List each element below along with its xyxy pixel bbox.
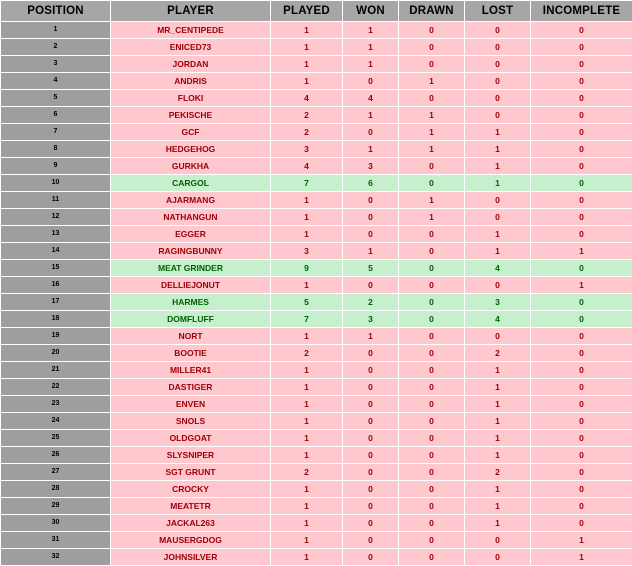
drawn-cell: 0 bbox=[399, 158, 465, 175]
player-name-cell: CROCKY bbox=[111, 481, 271, 498]
table-row bbox=[1, 464, 632, 481]
won-cell: 0 bbox=[343, 209, 399, 226]
won-cell: 0 bbox=[343, 447, 399, 464]
played-cell: 1 bbox=[271, 549, 343, 566]
incomplete-cell: 0 bbox=[531, 175, 632, 192]
position-cell: 10 bbox=[1, 175, 111, 192]
position-cell: 18 bbox=[1, 311, 111, 328]
player-name-cell: JACKAL263 bbox=[111, 515, 271, 532]
player-name-cell: GCF bbox=[111, 124, 271, 141]
lost-cell: 0 bbox=[465, 209, 531, 226]
won-cell: 5 bbox=[343, 260, 399, 277]
played-cell: 1 bbox=[271, 515, 343, 532]
table-row bbox=[1, 294, 632, 311]
lost-cell: 1 bbox=[465, 515, 531, 532]
drawn-cell: 0 bbox=[399, 328, 465, 345]
position-cell: 13 bbox=[1, 226, 111, 243]
incomplete-cell: 0 bbox=[531, 260, 632, 277]
won-cell: 0 bbox=[343, 73, 399, 90]
played-cell: 4 bbox=[271, 90, 343, 107]
lost-cell: 0 bbox=[465, 90, 531, 107]
table-row bbox=[1, 345, 632, 362]
drawn-cell: 0 bbox=[399, 464, 465, 481]
position-cell: 8 bbox=[1, 141, 111, 158]
won-cell: 0 bbox=[343, 532, 399, 549]
position-cell: 4 bbox=[1, 73, 111, 90]
position-cell: 14 bbox=[1, 243, 111, 260]
header-position: POSITION bbox=[1, 1, 111, 22]
table-row bbox=[1, 158, 632, 175]
won-cell: 0 bbox=[343, 396, 399, 413]
won-cell: 0 bbox=[343, 515, 399, 532]
drawn-cell: 1 bbox=[399, 141, 465, 158]
player-name-cell: NORT bbox=[111, 328, 271, 345]
played-cell: 1 bbox=[271, 379, 343, 396]
drawn-cell: 0 bbox=[399, 430, 465, 447]
incomplete-cell: 0 bbox=[531, 22, 632, 39]
lost-cell: 0 bbox=[465, 549, 531, 566]
played-cell: 1 bbox=[271, 209, 343, 226]
position-cell: 23 bbox=[1, 396, 111, 413]
player-name-cell: AJARMANG bbox=[111, 192, 271, 209]
position-cell: 7 bbox=[1, 124, 111, 141]
won-cell: 0 bbox=[343, 413, 399, 430]
won-cell: 0 bbox=[343, 124, 399, 141]
incomplete-cell: 0 bbox=[531, 141, 632, 158]
table-row bbox=[1, 549, 632, 566]
player-name-cell: MAUSERGDOG bbox=[111, 532, 271, 549]
incomplete-cell: 1 bbox=[531, 532, 632, 549]
incomplete-cell: 1 bbox=[531, 243, 632, 260]
won-cell: 1 bbox=[343, 56, 399, 73]
won-cell: 1 bbox=[343, 328, 399, 345]
drawn-cell: 0 bbox=[399, 90, 465, 107]
played-cell: 1 bbox=[271, 39, 343, 56]
table-row bbox=[1, 447, 632, 464]
incomplete-cell: 0 bbox=[531, 39, 632, 56]
played-cell: 1 bbox=[271, 447, 343, 464]
player-name-cell: DOMFLUFF bbox=[111, 311, 271, 328]
player-name-cell: SLYSNIPER bbox=[111, 447, 271, 464]
lost-cell: 0 bbox=[465, 22, 531, 39]
table-row bbox=[1, 56, 632, 73]
player-name-cell: MEATETR bbox=[111, 498, 271, 515]
drawn-cell: 1 bbox=[399, 124, 465, 141]
drawn-cell: 0 bbox=[399, 396, 465, 413]
position-cell: 30 bbox=[1, 515, 111, 532]
won-cell: 1 bbox=[343, 22, 399, 39]
lost-cell: 0 bbox=[465, 328, 531, 345]
drawn-cell: 0 bbox=[399, 515, 465, 532]
header-row bbox=[1, 1, 632, 22]
won-cell: 0 bbox=[343, 345, 399, 362]
lost-cell: 1 bbox=[465, 447, 531, 464]
position-cell: 32 bbox=[1, 549, 111, 566]
table-row bbox=[1, 311, 632, 328]
drawn-cell: 0 bbox=[399, 379, 465, 396]
incomplete-cell: 0 bbox=[531, 464, 632, 481]
lost-cell: 1 bbox=[465, 379, 531, 396]
played-cell: 1 bbox=[271, 277, 343, 294]
played-cell: 1 bbox=[271, 396, 343, 413]
incomplete-cell: 0 bbox=[531, 345, 632, 362]
header-drawn: DRAWN bbox=[399, 1, 465, 22]
position-cell: 21 bbox=[1, 362, 111, 379]
player-name-cell: DELLIEJONUT bbox=[111, 277, 271, 294]
played-cell: 1 bbox=[271, 498, 343, 515]
incomplete-cell: 0 bbox=[531, 56, 632, 73]
won-cell: 0 bbox=[343, 379, 399, 396]
position-cell: 15 bbox=[1, 260, 111, 277]
table-row bbox=[1, 379, 632, 396]
won-cell: 0 bbox=[343, 430, 399, 447]
lost-cell: 1 bbox=[465, 175, 531, 192]
player-name-cell: NATHANGUN bbox=[111, 209, 271, 226]
player-name-cell: SGT GRUNT bbox=[111, 464, 271, 481]
won-cell: 1 bbox=[343, 39, 399, 56]
drawn-cell: 1 bbox=[399, 107, 465, 124]
player-name-cell: RAGINGBUNNY bbox=[111, 243, 271, 260]
incomplete-cell: 0 bbox=[531, 311, 632, 328]
incomplete-cell: 0 bbox=[531, 192, 632, 209]
won-cell: 0 bbox=[343, 481, 399, 498]
incomplete-cell: 0 bbox=[531, 124, 632, 141]
drawn-cell: 0 bbox=[399, 311, 465, 328]
played-cell: 7 bbox=[271, 175, 343, 192]
lost-cell: 0 bbox=[465, 192, 531, 209]
drawn-cell: 0 bbox=[399, 243, 465, 260]
won-cell: 0 bbox=[343, 464, 399, 481]
incomplete-cell: 0 bbox=[531, 396, 632, 413]
won-cell: 4 bbox=[343, 90, 399, 107]
won-cell: 3 bbox=[343, 158, 399, 175]
incomplete-cell: 0 bbox=[531, 430, 632, 447]
table-row bbox=[1, 141, 632, 158]
header-player: PLAYER bbox=[111, 1, 271, 22]
played-cell: 9 bbox=[271, 260, 343, 277]
won-cell: 6 bbox=[343, 175, 399, 192]
won-cell: 3 bbox=[343, 311, 399, 328]
drawn-cell: 1 bbox=[399, 209, 465, 226]
lost-cell: 1 bbox=[465, 430, 531, 447]
table-row bbox=[1, 90, 632, 107]
header-played: PLAYED bbox=[271, 1, 343, 22]
drawn-cell: 0 bbox=[399, 447, 465, 464]
drawn-cell: 0 bbox=[399, 532, 465, 549]
won-cell: 1 bbox=[343, 243, 399, 260]
drawn-cell: 0 bbox=[399, 22, 465, 39]
lost-cell: 2 bbox=[465, 464, 531, 481]
position-cell: 20 bbox=[1, 345, 111, 362]
won-cell: 0 bbox=[343, 226, 399, 243]
position-cell: 3 bbox=[1, 56, 111, 73]
played-cell: 1 bbox=[271, 430, 343, 447]
player-name-cell: FLOKI bbox=[111, 90, 271, 107]
drawn-cell: 1 bbox=[399, 73, 465, 90]
won-cell: 0 bbox=[343, 192, 399, 209]
position-cell: 5 bbox=[1, 90, 111, 107]
table-row bbox=[1, 430, 632, 447]
lost-cell: 3 bbox=[465, 294, 531, 311]
played-cell: 1 bbox=[271, 413, 343, 430]
position-cell: 19 bbox=[1, 328, 111, 345]
lost-cell: 1 bbox=[465, 413, 531, 430]
drawn-cell: 0 bbox=[399, 549, 465, 566]
drawn-cell: 0 bbox=[399, 226, 465, 243]
player-name-cell: CARGOL bbox=[111, 175, 271, 192]
won-cell: 2 bbox=[343, 294, 399, 311]
won-cell: 1 bbox=[343, 141, 399, 158]
player-name-cell: BOOTIE bbox=[111, 345, 271, 362]
lost-cell: 1 bbox=[465, 243, 531, 260]
position-cell: 9 bbox=[1, 158, 111, 175]
table-row bbox=[1, 413, 632, 430]
position-cell: 24 bbox=[1, 413, 111, 430]
player-name-cell: GURKHA bbox=[111, 158, 271, 175]
lost-cell: 1 bbox=[465, 226, 531, 243]
played-cell: 1 bbox=[271, 362, 343, 379]
player-name-cell: HARMES bbox=[111, 294, 271, 311]
played-cell: 1 bbox=[271, 73, 343, 90]
drawn-cell: 0 bbox=[399, 294, 465, 311]
lost-cell: 0 bbox=[465, 56, 531, 73]
won-cell: 0 bbox=[343, 498, 399, 515]
position-cell: 26 bbox=[1, 447, 111, 464]
position-cell: 2 bbox=[1, 39, 111, 56]
played-cell: 1 bbox=[271, 22, 343, 39]
lost-cell: 0 bbox=[465, 532, 531, 549]
drawn-cell: 0 bbox=[399, 56, 465, 73]
table-row bbox=[1, 481, 632, 498]
drawn-cell: 0 bbox=[399, 345, 465, 362]
incomplete-cell: 0 bbox=[531, 73, 632, 90]
position-cell: 31 bbox=[1, 532, 111, 549]
player-name-cell: JORDAN bbox=[111, 56, 271, 73]
player-name-cell: DASTIGER bbox=[111, 379, 271, 396]
incomplete-cell: 0 bbox=[531, 209, 632, 226]
position-cell: 1 bbox=[1, 22, 111, 39]
table-row bbox=[1, 260, 632, 277]
played-cell: 5 bbox=[271, 294, 343, 311]
won-cell: 1 bbox=[343, 107, 399, 124]
played-cell: 2 bbox=[271, 107, 343, 124]
played-cell: 1 bbox=[271, 532, 343, 549]
played-cell: 1 bbox=[271, 56, 343, 73]
played-cell: 2 bbox=[271, 124, 343, 141]
played-cell: 1 bbox=[271, 328, 343, 345]
lost-cell: 1 bbox=[465, 396, 531, 413]
position-cell: 6 bbox=[1, 107, 111, 124]
table-row bbox=[1, 515, 632, 532]
drawn-cell: 0 bbox=[399, 498, 465, 515]
position-cell: 27 bbox=[1, 464, 111, 481]
table-row bbox=[1, 498, 632, 515]
drawn-cell: 0 bbox=[399, 413, 465, 430]
player-name-cell: PEKISCHE bbox=[111, 107, 271, 124]
table-row bbox=[1, 396, 632, 413]
table-header bbox=[1, 1, 632, 22]
lost-cell: 1 bbox=[465, 362, 531, 379]
position-cell: 11 bbox=[1, 192, 111, 209]
drawn-cell: 1 bbox=[399, 192, 465, 209]
table-row bbox=[1, 175, 632, 192]
incomplete-cell: 0 bbox=[531, 481, 632, 498]
player-name-cell: MR_CENTIPEDE bbox=[111, 22, 271, 39]
position-cell: 12 bbox=[1, 209, 111, 226]
lost-cell: 2 bbox=[465, 345, 531, 362]
player-name-cell: MILLER41 bbox=[111, 362, 271, 379]
incomplete-cell: 0 bbox=[531, 447, 632, 464]
position-cell: 29 bbox=[1, 498, 111, 515]
won-cell: 0 bbox=[343, 277, 399, 294]
lost-cell: 0 bbox=[465, 107, 531, 124]
incomplete-cell: 0 bbox=[531, 498, 632, 515]
table-row bbox=[1, 532, 632, 549]
incomplete-cell: 0 bbox=[531, 226, 632, 243]
table-row bbox=[1, 243, 632, 260]
table-row bbox=[1, 107, 632, 124]
incomplete-cell: 1 bbox=[531, 277, 632, 294]
lost-cell: 1 bbox=[465, 498, 531, 515]
player-name-cell: JOHNSILVER bbox=[111, 549, 271, 566]
table-row bbox=[1, 73, 632, 90]
played-cell: 3 bbox=[271, 141, 343, 158]
lost-cell: 0 bbox=[465, 73, 531, 90]
incomplete-cell: 0 bbox=[531, 294, 632, 311]
drawn-cell: 0 bbox=[399, 362, 465, 379]
incomplete-cell: 0 bbox=[531, 107, 632, 124]
position-cell: 16 bbox=[1, 277, 111, 294]
won-cell: 0 bbox=[343, 549, 399, 566]
incomplete-cell: 0 bbox=[531, 158, 632, 175]
table-row bbox=[1, 277, 632, 294]
table-row bbox=[1, 22, 632, 39]
lost-cell: 1 bbox=[465, 481, 531, 498]
incomplete-cell: 0 bbox=[531, 379, 632, 396]
player-name-cell: ENICED73 bbox=[111, 39, 271, 56]
header-lost: LOST bbox=[465, 1, 531, 22]
played-cell: 2 bbox=[271, 345, 343, 362]
player-name-cell: ENVEN bbox=[111, 396, 271, 413]
player-name-cell: MEAT GRINDER bbox=[111, 260, 271, 277]
incomplete-cell: 0 bbox=[531, 90, 632, 107]
position-cell: 28 bbox=[1, 481, 111, 498]
drawn-cell: 0 bbox=[399, 481, 465, 498]
played-cell: 2 bbox=[271, 464, 343, 481]
played-cell: 1 bbox=[271, 481, 343, 498]
lost-cell: 1 bbox=[465, 141, 531, 158]
drawn-cell: 0 bbox=[399, 277, 465, 294]
table-row bbox=[1, 226, 632, 243]
lost-cell: 4 bbox=[465, 311, 531, 328]
lost-cell: 0 bbox=[465, 39, 531, 56]
header-won: WON bbox=[343, 1, 399, 22]
played-cell: 1 bbox=[271, 192, 343, 209]
drawn-cell: 0 bbox=[399, 260, 465, 277]
drawn-cell: 0 bbox=[399, 39, 465, 56]
won-cell: 0 bbox=[343, 362, 399, 379]
position-cell: 25 bbox=[1, 430, 111, 447]
lost-cell: 1 bbox=[465, 124, 531, 141]
header-incomplete: INCOMPLETE bbox=[531, 1, 632, 22]
player-name-cell: OLDGOAT bbox=[111, 430, 271, 447]
incomplete-cell: 0 bbox=[531, 515, 632, 532]
incomplete-cell: 0 bbox=[531, 362, 632, 379]
drawn-cell: 0 bbox=[399, 175, 465, 192]
lost-cell: 0 bbox=[465, 277, 531, 294]
incomplete-cell: 0 bbox=[531, 328, 632, 345]
table-body bbox=[1, 22, 632, 566]
table-row bbox=[1, 124, 632, 141]
player-name-cell: EGGER bbox=[111, 226, 271, 243]
played-cell: 1 bbox=[271, 226, 343, 243]
incomplete-cell: 0 bbox=[531, 413, 632, 430]
table-row bbox=[1, 39, 632, 56]
played-cell: 3 bbox=[271, 243, 343, 260]
player-name-cell: ANDRIS bbox=[111, 73, 271, 90]
position-cell: 22 bbox=[1, 379, 111, 396]
table-row bbox=[1, 328, 632, 345]
player-name-cell: SNOLS bbox=[111, 413, 271, 430]
table-row bbox=[1, 209, 632, 226]
played-cell: 7 bbox=[271, 311, 343, 328]
table-row bbox=[1, 362, 632, 379]
incomplete-cell: 1 bbox=[531, 549, 632, 566]
table-row bbox=[1, 192, 632, 209]
lost-cell: 1 bbox=[465, 158, 531, 175]
player-name-cell: HEDGEHOG bbox=[111, 141, 271, 158]
lost-cell: 4 bbox=[465, 260, 531, 277]
played-cell: 4 bbox=[271, 158, 343, 175]
position-cell: 17 bbox=[1, 294, 111, 311]
